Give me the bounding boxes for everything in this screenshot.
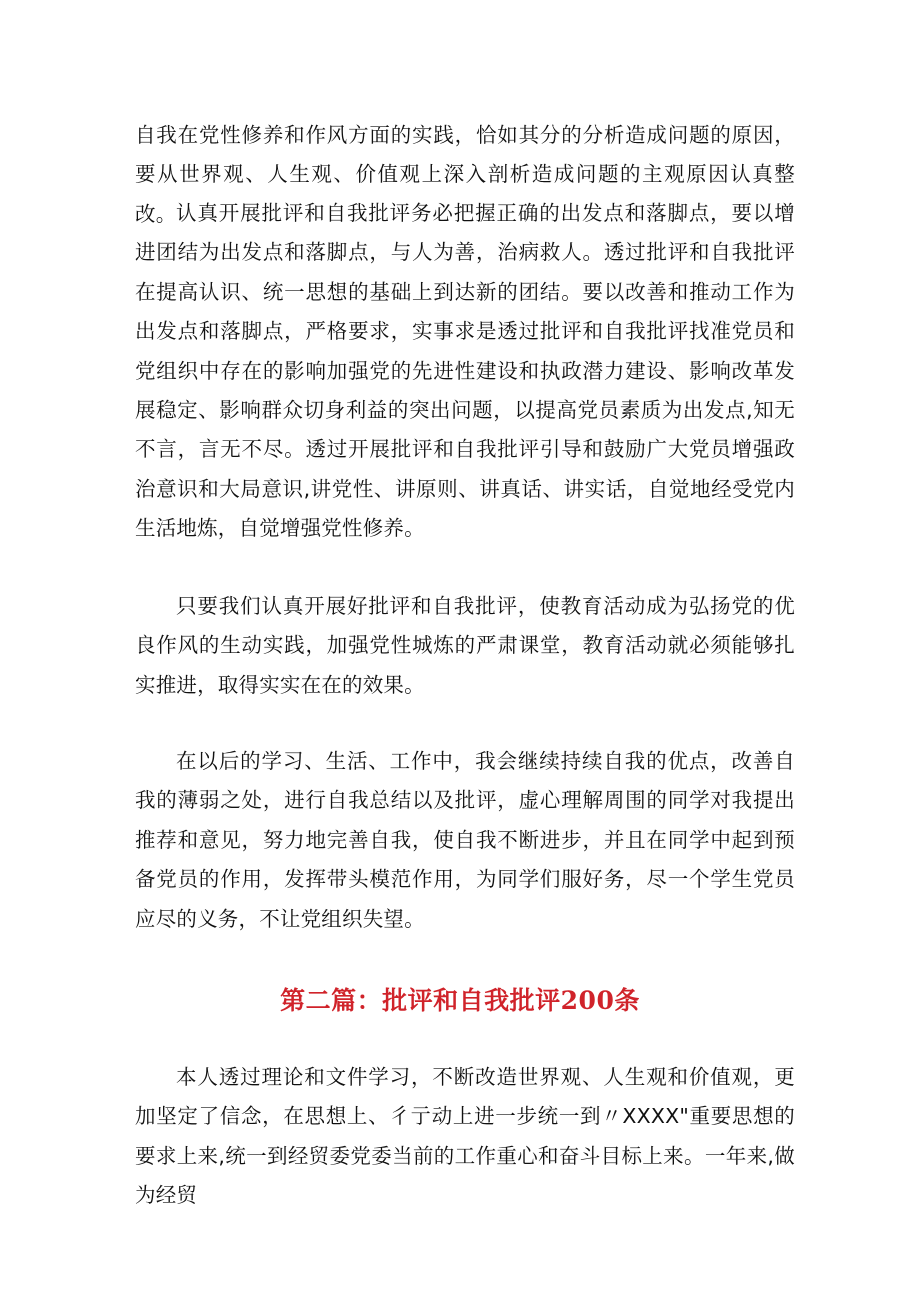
paragraph-criticism-principles: 认真开展批评和自我批评务必把握正确的出发点和落脚点，要以增进团结为出发点和落脚点，与人为善，治病救人。透过批评和自我批评在提高认识、统一思想的基础上到达新的团结。要以改善和推动工作为出发点和落脚点，严格要求，实事求是透过批评和自我批评找准党员和党组织中存在的影响加强党的先进性建设和执政潜力建设、影响改革发展稳定、影响群众切身利益的突出问题，以提高党员素质为出发点,知无不言，言无不尽。透过开展批评和自我批评引导和鼓励广大党员增强政治意识和大局意识,讲党性、讲原则、讲真话、讲实话，自觉地经受党内生活地炼，自觉增强党性修养。 bbox=[135, 201, 795, 541]
paragraph-future-commitment: 在以后的学习、生活、工作中，我会继续持续自我的优点，改善自我的薄弱之处，进行自我总结以及批评，虚心理解周围的同学对我提出推荐和意见，努力地完善自我，使自我不断进步，并且在同学中起到预备党员的作用，发挥带头模范作用，为同学们服好务，尽一个学生党员应尽的义务，不让党组织失望。 bbox=[135, 749, 795, 931]
paragraph-section2-intro: 本人透过理论和文件学习，不断改造世界观、人生观和价值观，更加坚定了信念，在思想上、彳亍动上进一步统一到〃XXXX"重要思想的要求上来,统一到经贸委党委当前的工作重心和奋斗目标上来。一年来,做为经贸 bbox=[135, 1065, 795, 1208]
section-heading: 第二篇：批评和自我批评200条 bbox=[280, 986, 640, 1015]
paragraph-education-activity: 只要我们认真开展好批评和自我批评，使教育活动成为弘扬党的优良作风的生动实践，加强党性城炼的严肃课堂，教育活动就必须能够扎实推进，取得实实在在的效果。 bbox=[135, 594, 795, 697]
paragraph-continuation: 自我在党性修养和作风方面的实践，恰如其分的分析造成问题的原因，要从世界观、人生观、价值观上深入剖析造成问题的主观原因认真整改。 bbox=[135, 123, 795, 226]
